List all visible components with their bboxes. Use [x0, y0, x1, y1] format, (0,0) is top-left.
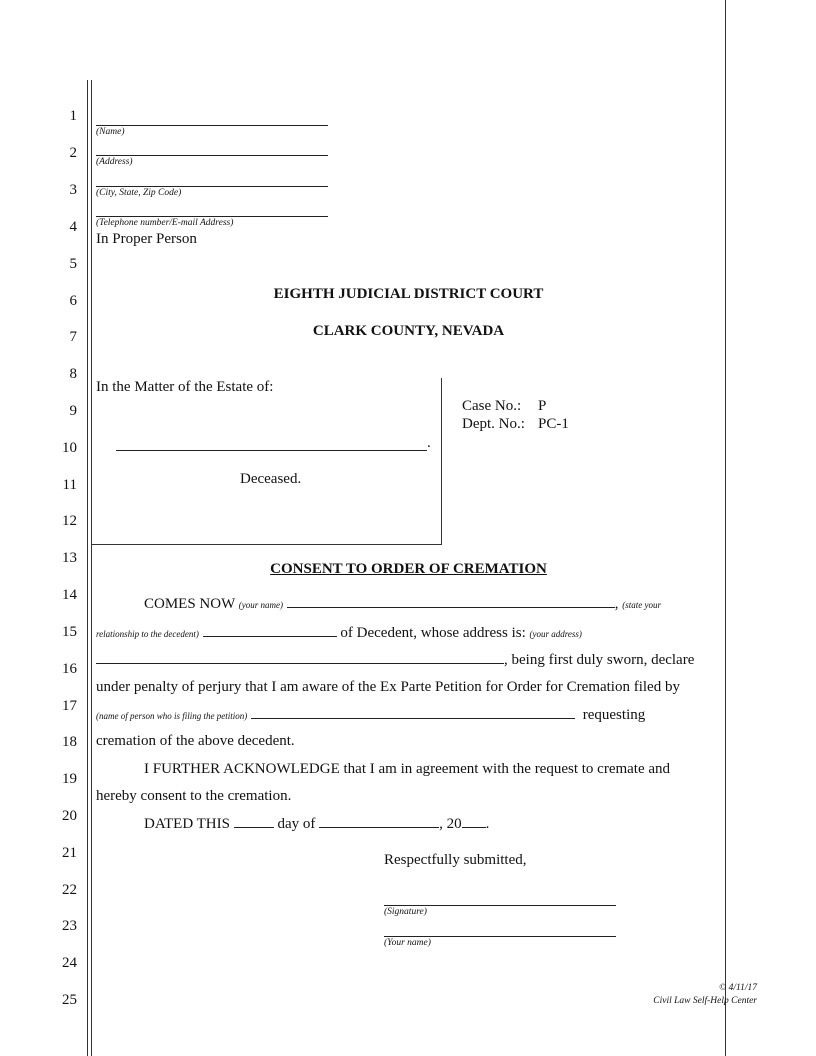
relationship-line: [96, 624, 582, 642]
phone-label: (Telephone number/E-mail Address): [96, 218, 234, 228]
line-number: 24: [62, 955, 77, 971]
line-number: 10: [62, 440, 77, 456]
line-number: 17: [62, 698, 77, 714]
line-number: 23: [62, 918, 77, 934]
address-label: (Address): [96, 157, 133, 167]
relationship-hint: relationship to the decedent): [96, 629, 199, 639]
decedent-period: .: [427, 435, 431, 451]
line-number: 13: [62, 550, 77, 566]
document-title: [92, 561, 725, 578]
caption-bottom-divider: [92, 544, 442, 545]
right-margin-line: [725, 0, 726, 1056]
dated-line: DATED THIS day of , 20 .: [144, 816, 490, 832]
day-of-text: day of: [277, 816, 316, 832]
footer-center: Civil Law Self-Help Center: [653, 996, 757, 1006]
name-line[interactable]: [96, 125, 328, 126]
respectfully-submitted: Respectfully submitted,: [384, 852, 527, 868]
case-no-label: Case No.:: [462, 398, 522, 414]
relationship-blank[interactable]: [203, 624, 337, 637]
of-decedent-text: of Decedent, whose address is:: [340, 625, 526, 641]
your-name-hint: (your name): [238, 600, 283, 610]
address-line[interactable]: [96, 155, 328, 156]
city-label: (City, State, Zip Code): [96, 188, 182, 198]
line-number: 3: [69, 182, 77, 198]
your-name-label: (Your name): [384, 938, 431, 948]
estate-of-label: In the Matter of the Estate of:: [96, 379, 274, 395]
dept-no-label: Dept. No.:: [462, 416, 525, 432]
dept-no-value: PC-1: [538, 416, 569, 432]
consent-line: hereby consent to the cremation.: [96, 788, 292, 804]
footer-date: © 4/11/17: [719, 983, 757, 993]
address-sworn-line: [96, 651, 694, 669]
line-number: 19: [62, 771, 77, 787]
phone-line[interactable]: [96, 216, 328, 217]
line-number: 16: [62, 661, 77, 677]
comes-now-text: COMES NOW: [144, 596, 235, 612]
day-blank[interactable]: [234, 815, 274, 828]
case-no-value: P: [538, 398, 547, 414]
your-name-blank[interactable]: [287, 595, 615, 608]
month-blank[interactable]: [319, 815, 439, 828]
signature-label: (Signature): [384, 907, 427, 917]
line-number: 8: [69, 366, 77, 382]
line-number: 5: [69, 256, 77, 272]
line-number: 14: [62, 587, 77, 603]
line-number: 21: [62, 845, 77, 861]
petitioner-blank[interactable]: [251, 706, 575, 719]
deceased-label: Deceased.: [240, 471, 302, 487]
requesting-text: requesting: [582, 707, 646, 723]
state-relationship-hint: (state your: [622, 600, 661, 610]
name-label: (Name): [96, 127, 125, 137]
line-number: 1: [69, 108, 77, 124]
caption-vertical-divider: [441, 378, 442, 545]
line-number: 2: [69, 145, 77, 161]
year-blank[interactable]: [462, 815, 486, 828]
petitioner-line: [96, 706, 645, 724]
year-prefix-text: , 20: [439, 816, 462, 832]
being-sworn-text: , being first duly sworn, declare: [504, 652, 695, 668]
line-number: 6: [69, 293, 77, 309]
comes-now-line: COMES NOW (your name) , (state your: [144, 596, 661, 612]
petitioner-hint: (name of person who is filing the petition): [96, 711, 248, 721]
document-title-text: CONSENT TO ORDER OF CREMATION: [270, 561, 547, 577]
your-address-hint: (your address): [529, 629, 582, 639]
your-address-blank[interactable]: [96, 651, 504, 664]
line-number: 25: [62, 992, 77, 1008]
further-acknowledge-line: I FURTHER ACKNOWLEDGE that I am in agreement with the request to cremate and: [144, 761, 671, 777]
decedent-name-line[interactable]: [116, 450, 427, 451]
dated-this-text: DATED THIS: [144, 816, 230, 832]
line-number: 20: [62, 808, 77, 824]
court-name: EIGHTH JUDICIAL DISTRICT COURT: [273, 286, 544, 302]
city-line[interactable]: [96, 186, 328, 187]
line-number: 18: [62, 734, 77, 750]
left-margin-line-1: [87, 80, 88, 1056]
in-proper-person: In Proper Person: [96, 231, 197, 247]
line-number: 7: [69, 329, 77, 345]
line-number: 15: [62, 624, 77, 640]
signature-line[interactable]: [384, 905, 616, 906]
court-county: CLARK COUNTY, NEVADA: [312, 323, 505, 339]
line-number: 11: [62, 477, 77, 493]
line-number: 9: [69, 403, 77, 419]
line-number: 4: [69, 219, 77, 235]
cremation-line: cremation of the above decedent.: [96, 733, 295, 749]
line-number: 12: [62, 513, 77, 529]
line-number: 22: [62, 882, 77, 898]
your-name-line[interactable]: [384, 936, 616, 937]
penalty-line: under penalty of perjury that I am aware of the Ex Parte Petition for Order for Cremation filed by: [96, 679, 680, 695]
